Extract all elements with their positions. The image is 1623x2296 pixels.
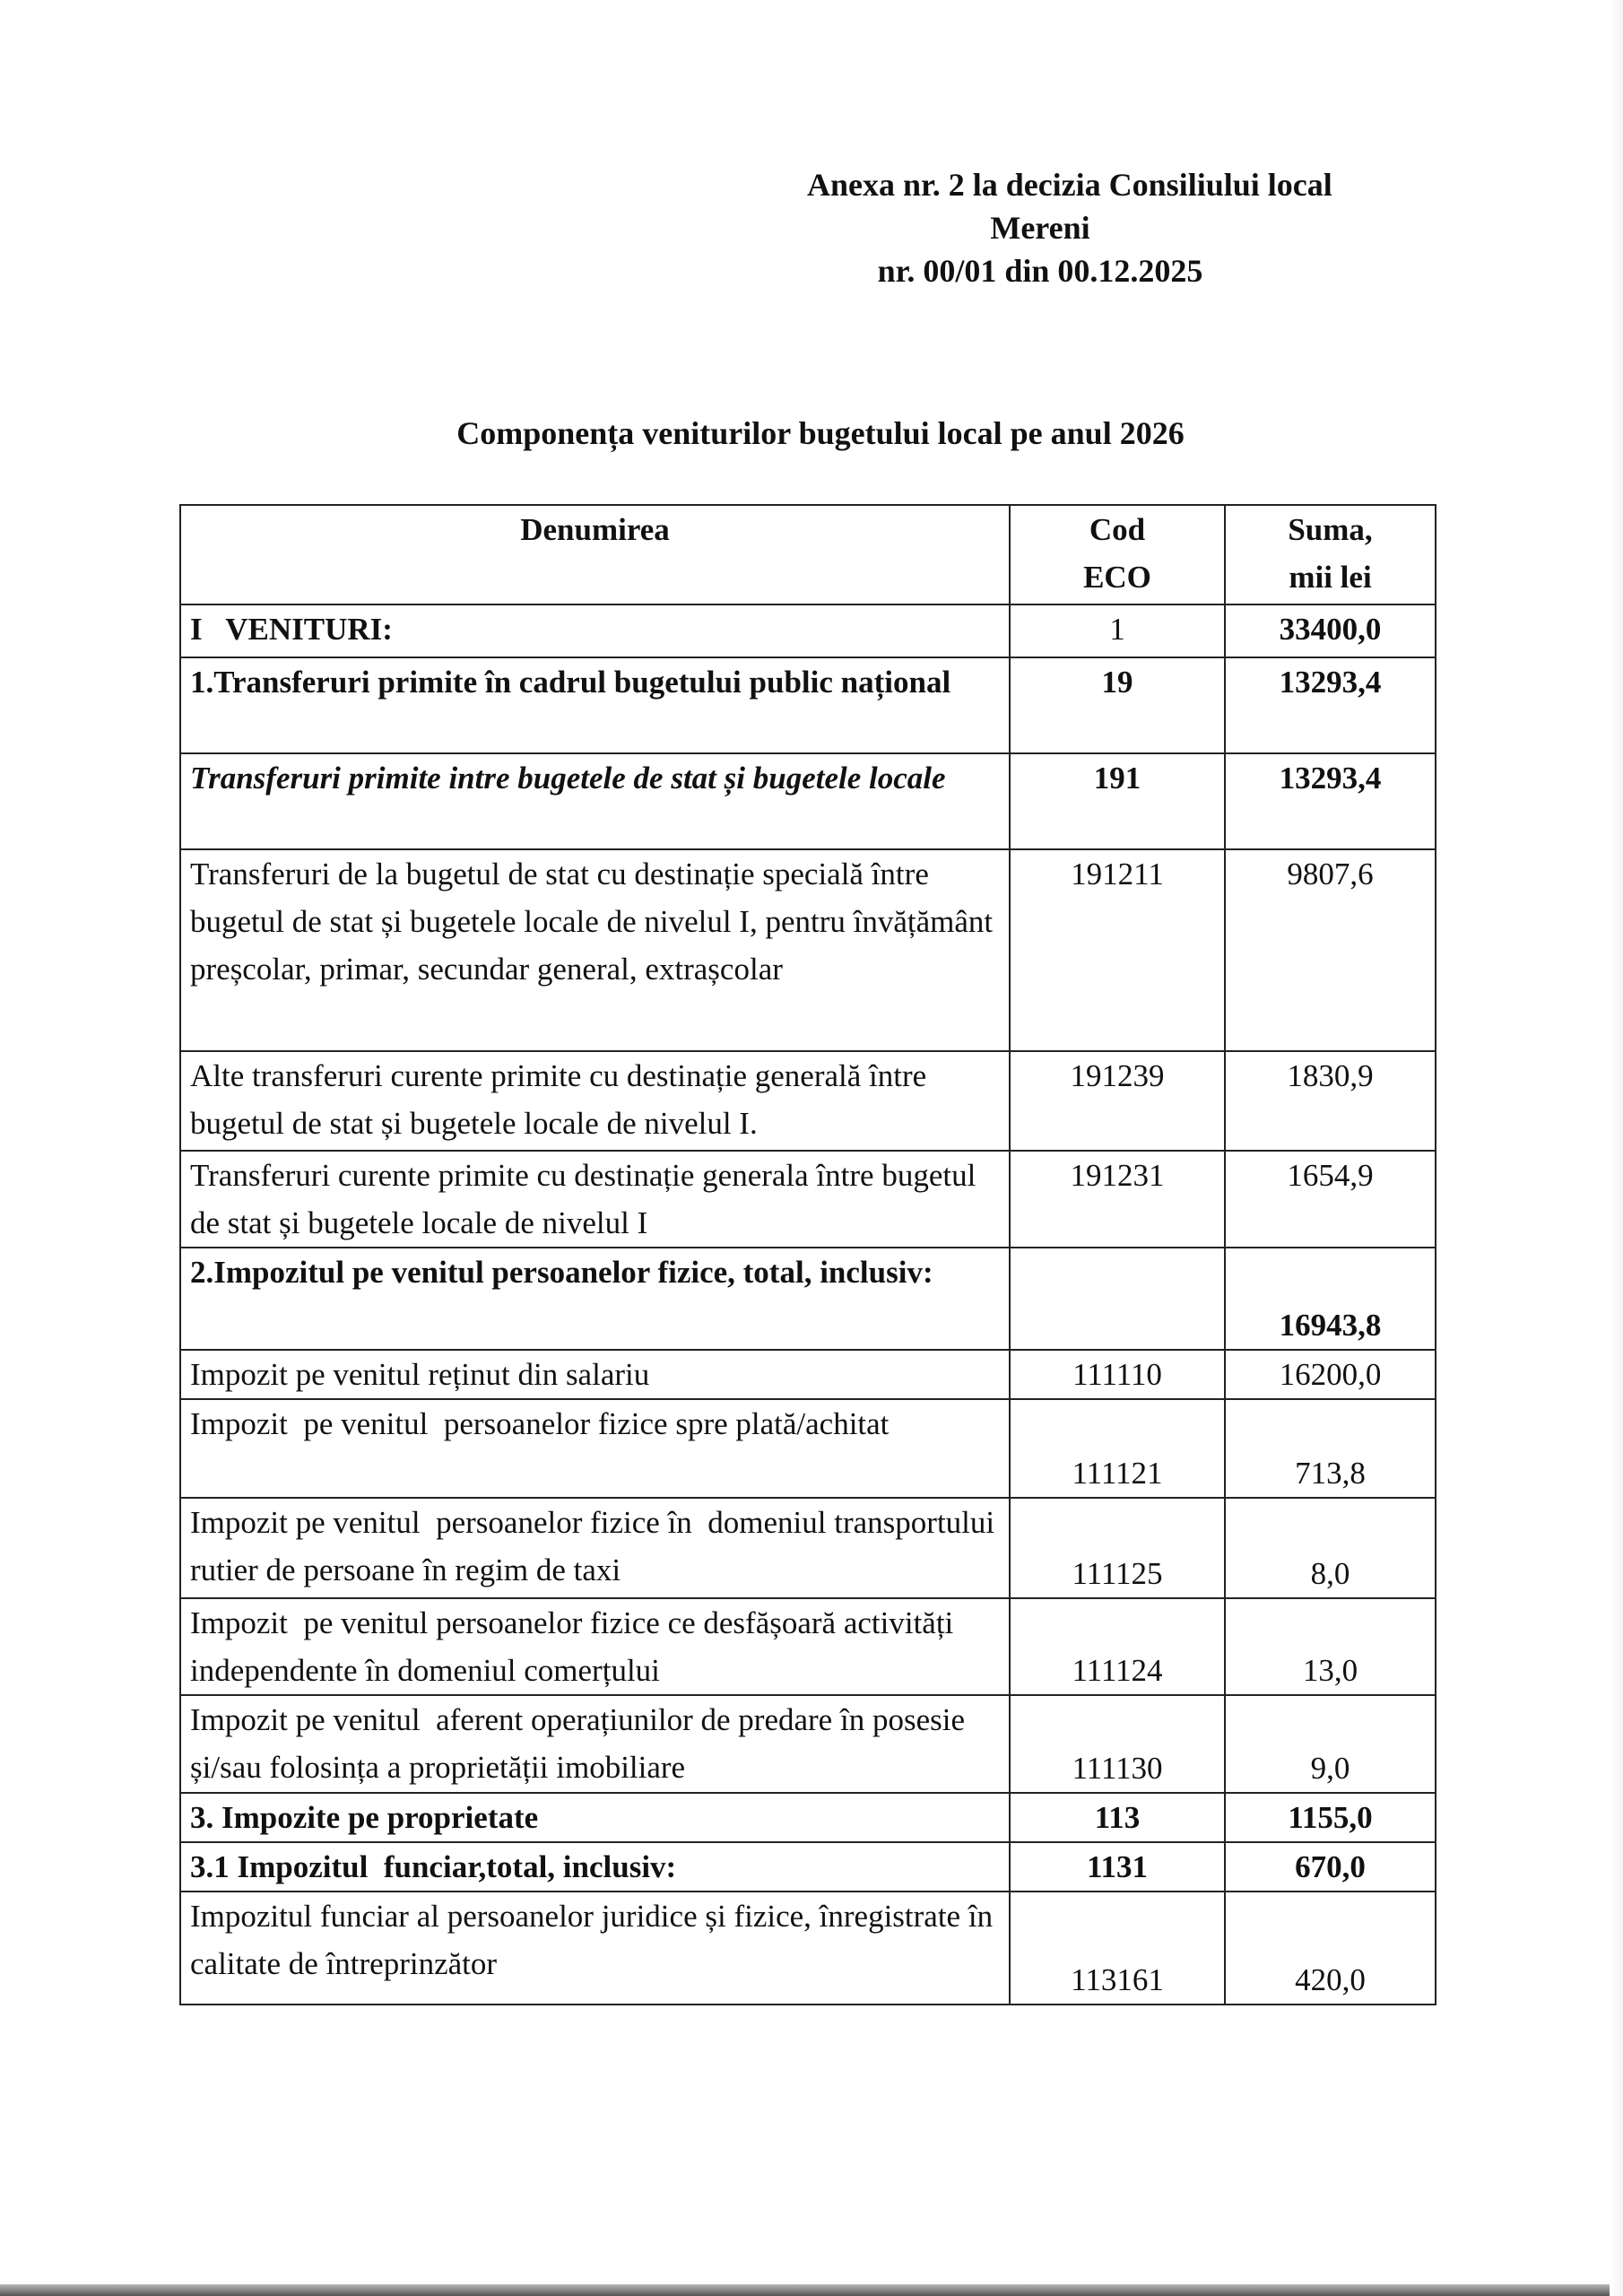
row-code bbox=[1010, 1248, 1225, 1350]
row-sum: 713,8 bbox=[1225, 1399, 1436, 1498]
row-name: Transferuri de la bugetul de stat cu destinație specială între bugetul de stat și bugetele locale de nivelul I, pentru învățământ preșcolar, primar, secundar general, extrașcolar bbox=[180, 849, 1010, 1051]
table-row bbox=[180, 849, 1436, 1051]
row-name: Impozitul funciar al persoanelor juridice și fizice, înregistrate în calitate de întreprinzător bbox=[180, 1892, 1010, 2005]
row-name: I VENITURI: bbox=[180, 604, 1010, 657]
row-code: 111130 bbox=[1010, 1695, 1225, 1793]
column-header-code-line2: ECO bbox=[1083, 560, 1151, 595]
row-sum: 9,0 bbox=[1225, 1695, 1436, 1793]
table-row bbox=[180, 1695, 1436, 1793]
table-row bbox=[180, 604, 1436, 657]
row-sum: 16200,0 bbox=[1225, 1350, 1436, 1399]
table-row bbox=[180, 1350, 1436, 1399]
row-code: 1 bbox=[1010, 604, 1225, 657]
row-code: 111121 bbox=[1010, 1399, 1225, 1498]
column-header-code bbox=[1010, 505, 1225, 604]
row-name: Impozit pe venitul persoanelor fizice spre plată/achitat bbox=[180, 1399, 1010, 1498]
table-row bbox=[180, 1151, 1436, 1248]
row-code: 111110 bbox=[1010, 1350, 1225, 1399]
scan-bottom-shadow bbox=[0, 2284, 1610, 2296]
table-header-row bbox=[180, 505, 1436, 604]
row-code: 191239 bbox=[1010, 1051, 1225, 1151]
row-name: 2.Impozitul pe venitul persoanelor fizice, total, inclusiv: bbox=[180, 1248, 1010, 1350]
table-row bbox=[180, 1793, 1436, 1842]
row-sum: 420,0 bbox=[1225, 1892, 1436, 2005]
column-header-sum-line2: mii lei bbox=[1289, 560, 1372, 595]
table-row bbox=[180, 1598, 1436, 1695]
row-code: 191231 bbox=[1010, 1151, 1225, 1248]
row-sum: 13293,4 bbox=[1225, 657, 1436, 753]
row-sum: 33400,0 bbox=[1225, 604, 1436, 657]
row-sum: 1830,9 bbox=[1225, 1051, 1436, 1151]
row-sum: 1155,0 bbox=[1225, 1793, 1436, 1842]
row-sum: 670,0 bbox=[1225, 1842, 1436, 1892]
row-code: 113161 bbox=[1010, 1892, 1225, 2005]
annex-line-number-date: nr. 00/01 din 00.12.2025 bbox=[877, 253, 1203, 289]
row-code: 191211 bbox=[1010, 849, 1225, 1051]
table-row bbox=[180, 1842, 1436, 1892]
row-name: Impozit pe venitul aferent operațiunilor de predare în posesie și/sau folosința a proprietății imobiliare bbox=[180, 1695, 1010, 1793]
row-name: 3. Impozite pe proprietate bbox=[180, 1793, 1010, 1842]
row-sum: 13293,4 bbox=[1225, 753, 1436, 849]
table-row bbox=[180, 1498, 1436, 1598]
column-header-name bbox=[180, 505, 1010, 604]
column-header-sum-line1: Suma, bbox=[1288, 512, 1373, 547]
row-sum: 16943,8 bbox=[1225, 1248, 1436, 1350]
row-code: 113 bbox=[1010, 1793, 1225, 1842]
row-name: 1.Transferuri primite în cadrul bugetului public național bbox=[180, 657, 1010, 753]
annex-line-locality: Mereni bbox=[990, 210, 1090, 246]
table-row bbox=[180, 1051, 1436, 1151]
row-sum: 9807,6 bbox=[1225, 849, 1436, 1051]
column-header-name-label: Denumirea bbox=[520, 512, 670, 547]
row-name: 3.1 Impozitul funciar,total, inclusiv: bbox=[180, 1842, 1010, 1892]
row-sum: 13,0 bbox=[1225, 1598, 1436, 1695]
row-code: 111125 bbox=[1010, 1498, 1225, 1598]
table-row bbox=[180, 1399, 1436, 1498]
row-name: Impozit pe venitul persoanelor fizice ce desfășoară activități independente în domeniul comerțului bbox=[180, 1598, 1010, 1695]
table-row bbox=[180, 657, 1436, 753]
annex-line-decision: Anexa nr. 2 la decizia Consiliului local bbox=[807, 167, 1332, 203]
revenue-table bbox=[179, 504, 1436, 2005]
column-header-code-line1: Cod bbox=[1089, 512, 1146, 547]
row-sum: 8,0 bbox=[1225, 1498, 1436, 1598]
annex-header bbox=[807, 163, 1332, 292]
row-name: Impozit pe venitul reținut din salariu bbox=[180, 1350, 1010, 1399]
row-name: Transferuri curente primite cu destinație generala între bugetul de stat și bugetele locale de nivelul I bbox=[180, 1151, 1010, 1248]
scan-edge-shading bbox=[1610, 0, 1623, 2296]
row-code: 1131 bbox=[1010, 1842, 1225, 1892]
row-name: Alte transferuri curente primite cu destinație generală între bugetul de stat și bugetele locale de nivelul I. bbox=[180, 1051, 1010, 1151]
document-title: Componența veniturilor bugetului local pe anul 2026 bbox=[456, 415, 1185, 451]
column-header-sum bbox=[1225, 505, 1436, 604]
table-row bbox=[180, 753, 1436, 849]
row-sum: 1654,9 bbox=[1225, 1151, 1436, 1248]
table-row bbox=[180, 1892, 1436, 2005]
row-name: Impozit pe venitul persoanelor fizice în domeniul transportului rutier de persoane în regim de taxi bbox=[180, 1498, 1010, 1598]
table-row bbox=[180, 1248, 1436, 1350]
row-code: 111124 bbox=[1010, 1598, 1225, 1695]
row-name: Transferuri primite intre bugetele de stat și bugetele locale bbox=[180, 753, 1010, 849]
row-code: 19 bbox=[1010, 657, 1225, 753]
row-code: 191 bbox=[1010, 753, 1225, 849]
